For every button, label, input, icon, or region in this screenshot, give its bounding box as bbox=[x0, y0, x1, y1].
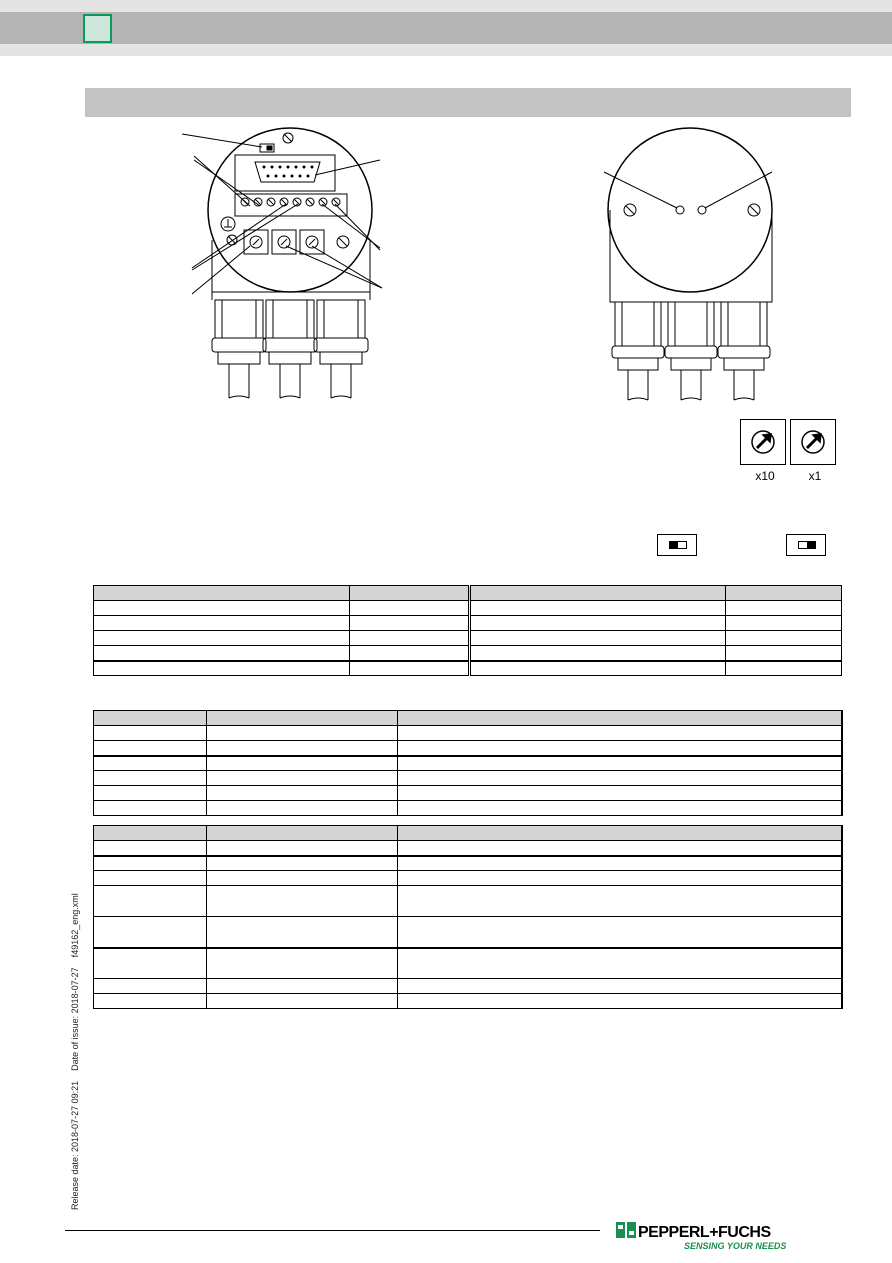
rotary-arrow-icon bbox=[741, 420, 785, 464]
termination-table bbox=[93, 585, 842, 676]
section-heading-bar bbox=[85, 88, 851, 117]
led-status-table bbox=[93, 825, 843, 1009]
file-name: f49162_eng.xml bbox=[70, 893, 80, 958]
issue-date: Date of issue: 2018-07-27 bbox=[70, 967, 80, 1071]
rotary-label-x1: x1 bbox=[808, 469, 822, 483]
rotary-switch-x1 bbox=[790, 419, 836, 465]
footer-divider bbox=[65, 1230, 600, 1231]
rotary-label-x10: x10 bbox=[755, 469, 775, 483]
dip-switch-off bbox=[786, 534, 826, 556]
logo-mark-icon bbox=[616, 1222, 636, 1238]
dip-switch-on bbox=[657, 534, 697, 556]
connection-cap-drawing bbox=[160, 120, 400, 410]
terminal-assignment-table bbox=[93, 710, 843, 816]
header-marker bbox=[83, 14, 112, 43]
header-band bbox=[0, 0, 892, 56]
rotary-arrow-icon bbox=[791, 420, 835, 464]
logo-slogan: SENSING YOUR NEEDS bbox=[684, 1241, 787, 1251]
release-date: Release date: 2018-07-27 09:21 bbox=[70, 1080, 80, 1210]
closed-cap-drawing bbox=[590, 120, 790, 410]
logo-brand-text: PEPPERL+FUCHS bbox=[638, 1224, 771, 1241]
release-metadata bbox=[70, 880, 80, 1210]
pepperl-fuchs-logo bbox=[616, 1220, 796, 1256]
rotary-switch-x10 bbox=[740, 419, 786, 465]
